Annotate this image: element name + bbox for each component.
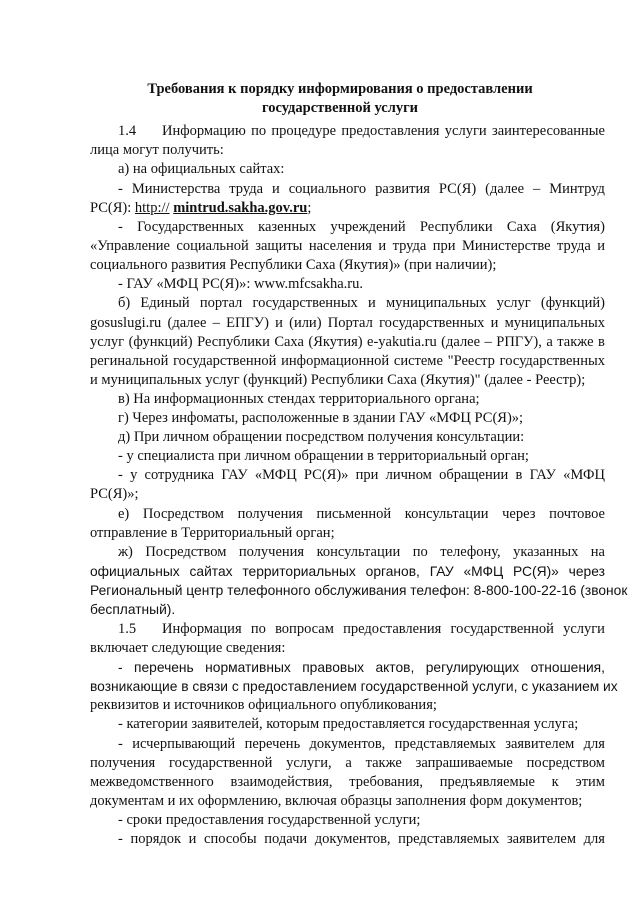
word: через [568, 564, 605, 579]
word: в [598, 334, 605, 350]
word: получения [90, 755, 156, 771]
word: муниципальных [385, 295, 487, 311]
word: по [412, 544, 428, 560]
word: способы [204, 831, 257, 847]
word: (Якутия) [550, 219, 605, 235]
word: официальных [90, 564, 180, 579]
word: указанных [513, 544, 579, 560]
word: подачи [264, 831, 308, 847]
word: казенных [258, 219, 317, 235]
word: «МФЦ [563, 467, 605, 483]
word: через [502, 506, 536, 522]
word: нормативных [205, 660, 291, 675]
document-title-line-1: Требования к порядку информирования о предоставлении [147, 81, 533, 97]
list-item-a: а) на официальных сайтах: [118, 161, 285, 177]
item-zh-line-4: бесплатный). [90, 602, 176, 617]
word: на [590, 544, 605, 560]
word: межведомственного [90, 774, 214, 790]
word: Посредством [142, 506, 224, 522]
word: Министерстве [462, 238, 551, 254]
word: услуги, [286, 755, 332, 771]
word: и [597, 238, 605, 254]
word: Министерства [131, 181, 221, 197]
paragraph-line: лица могут получить: [90, 142, 224, 158]
word: документов, [314, 831, 391, 847]
word: ГАУ [221, 467, 248, 483]
word: - [118, 831, 123, 847]
list-item-procedure-line-1 [118, 830, 605, 849]
item-zh-line-3: Региональный центр телефонного обслуживания телефон: 8-800-100-22-16 (звонок [90, 583, 628, 598]
word: отношения, [530, 660, 605, 675]
gku-line-1 [118, 218, 605, 237]
word: Республики [197, 334, 270, 350]
word: по [250, 621, 266, 637]
word: этим [575, 774, 605, 790]
word: консультации [404, 506, 489, 522]
word: и [271, 181, 280, 197]
word: также [365, 755, 402, 771]
word: исчерпывающий [132, 736, 236, 752]
item-b-line-2 [90, 314, 605, 333]
word: РС(Я)» [513, 564, 559, 579]
word: gosuslugi.ru [90, 315, 162, 331]
word: предоставления [341, 123, 440, 139]
word: сотрудника [144, 467, 215, 483]
paragraph-1-4-first-line [118, 122, 605, 141]
word: - [118, 660, 123, 675]
word: Посредством [145, 544, 227, 560]
word: документов, [309, 736, 386, 752]
list-item-categories: - категории заявителей, которым предоставляется государственная услуга; [118, 716, 579, 732]
word: а [345, 755, 352, 771]
ministry-line-2 [90, 199, 311, 218]
word: - [118, 219, 123, 235]
word: телефону, [440, 544, 501, 560]
word: РС(Я) [438, 181, 477, 197]
word: органов, [365, 564, 420, 579]
item-d-sub-2-line-2: РС(Я)»; [90, 486, 139, 502]
list-item-deadlines: - сроки предоставления государственной услуги; [118, 812, 421, 828]
paragraph-line: включает следующие сведения: [90, 640, 286, 656]
item-zh-line-1 [118, 543, 605, 562]
word: (функций) [540, 295, 605, 311]
list-item-documents-line-2 [90, 754, 605, 773]
list-item-acts-line-3: реквизитов и источников официального опубликования; [90, 697, 437, 713]
word: Саха [274, 334, 304, 350]
list-item-documents-line-3 [90, 773, 605, 792]
gau-line [118, 275, 363, 294]
word: регинальной [90, 353, 169, 369]
gku-line-3: социального развития Республики Саха (Якутия)» (при наличии); [90, 257, 497, 273]
item-d-sub-2-line-1 [118, 466, 605, 485]
word: муниципальных [504, 315, 605, 331]
word: (функций) [128, 334, 193, 350]
word: запрашиваемые [415, 755, 513, 771]
word: услуг [90, 334, 125, 350]
word: услуги [444, 123, 487, 139]
word: ЕПГУ) [226, 315, 269, 331]
document-title-line-2: государственной услуги [261, 100, 419, 116]
word: при [355, 467, 379, 483]
word: почтовое [549, 506, 605, 522]
word: – [484, 334, 492, 350]
word: и [275, 315, 283, 331]
word: личном [385, 467, 432, 483]
word: предоставления [343, 621, 442, 637]
word: - [118, 467, 123, 483]
word: Портал [327, 315, 373, 331]
word: портал [199, 295, 243, 311]
word: РС(Я)» [303, 467, 349, 483]
word: Единый [140, 295, 190, 311]
item-e-line-1 [118, 505, 605, 524]
ministry-line-1 [118, 180, 605, 199]
word: государственных [499, 353, 605, 369]
word: – [212, 315, 220, 331]
word: социального [288, 181, 367, 197]
word: посредством [526, 755, 605, 771]
word: представляемых [398, 831, 500, 847]
word: Республики [419, 219, 493, 235]
word: государственных [252, 295, 358, 311]
word: к [551, 774, 559, 790]
word: труда [392, 238, 427, 254]
word: заявителем [506, 831, 577, 847]
gau-prefix: - ГАУ «МФЦ РС(Я)»: [118, 276, 254, 292]
section-number-1-5: 1.5 [118, 621, 137, 637]
word: - [118, 736, 123, 752]
word: ГАУ [529, 467, 556, 483]
word: требования, [349, 774, 424, 790]
word: и [378, 238, 387, 254]
item-b-line-5: и муниципальных услуг (функций) Республики Саха (Якутия)" (далее - Реестр); [90, 372, 586, 388]
gku-line-2 [90, 237, 605, 256]
gau-url: www.mfcsakha.ru. [254, 276, 363, 292]
justified-words [162, 122, 605, 141]
list-item-documents-line-1 [118, 735, 605, 754]
word: (далее [441, 334, 481, 350]
word: (далее [485, 181, 525, 197]
word: по [251, 123, 267, 139]
item-b-line-1 [118, 294, 605, 313]
word: «МФЦ [254, 467, 297, 483]
word: и [368, 295, 376, 311]
word: правовых [302, 660, 365, 675]
word: РПГУ), [496, 334, 542, 350]
word: Минтруд [549, 181, 605, 197]
word: процедуре [271, 123, 336, 139]
word: перечень [244, 736, 301, 752]
word: защиты [255, 238, 303, 254]
word: услуги [563, 621, 605, 637]
word: взаимодействия, [230, 774, 333, 790]
word: получения [238, 544, 305, 560]
word: в [515, 467, 523, 483]
word: и [490, 315, 499, 331]
word: также [557, 334, 594, 350]
word: государственных [379, 315, 485, 331]
item-v: в) На информационных стендах территориального органа; [118, 391, 480, 407]
word: Саха [506, 219, 537, 235]
word: территориальных [242, 564, 356, 579]
word: e-yakutia.ru [367, 334, 437, 350]
item-d: д) При личном обращении посредством получения консультации: [118, 429, 525, 445]
word: услуг [496, 295, 531, 311]
word: развития [375, 181, 430, 197]
word: (или) [289, 315, 322, 331]
word: предъявляемые [439, 774, 535, 790]
word: заявителем [505, 736, 575, 752]
ministry-suffix: ; [307, 200, 312, 216]
item-b-line-4 [90, 352, 605, 371]
list-item-acts-line-1 [118, 658, 605, 677]
list-item-documents-line-4: документам и их оформлению, включая образцы заполнения форм документов; [90, 793, 583, 809]
justified-words [162, 620, 605, 639]
ministry-link-http[interactable]: http:// [134, 200, 170, 216]
word: Информацию [162, 123, 246, 139]
item-b-line-3 [90, 333, 605, 352]
word: Государственных [137, 219, 244, 235]
item-d-sub-1: - у специалиста при личном обращении в территориальный орган; [118, 448, 529, 464]
ministry-prefix: РС(Я): [90, 200, 135, 216]
word: труда [229, 181, 264, 197]
word: «МФЦ [463, 564, 504, 579]
word: для [583, 736, 605, 752]
word: и [188, 831, 197, 847]
word: информационной [281, 353, 390, 369]
word: системе [393, 353, 443, 369]
word: вопросам [275, 621, 334, 637]
word: заинтересованные [491, 123, 605, 139]
word: труда [557, 238, 591, 254]
section-number-1-4: 1.4 [118, 123, 137, 139]
word: представляемых [394, 736, 496, 752]
word: государственной [450, 621, 554, 637]
word: б) [118, 295, 131, 311]
word: при [432, 238, 456, 254]
word: "Реестр [447, 353, 495, 369]
word: государственной [169, 755, 273, 771]
word: социальной [176, 238, 249, 254]
word: для [583, 831, 605, 847]
word: Информация [162, 621, 242, 637]
word: е) [118, 506, 130, 522]
word: актов, [375, 660, 415, 675]
word: государственной [173, 353, 277, 369]
list-item-acts-line-2: возникающие в связи с предоставлением государственной услуги, с указанием их [90, 679, 618, 694]
word: учреждений [330, 219, 406, 235]
word: - [118, 181, 123, 197]
word: а [546, 334, 553, 350]
word: обращении [439, 467, 509, 483]
item-zh-line-2 [90, 562, 605, 581]
word: – [533, 181, 541, 197]
word: населения [308, 238, 372, 254]
word: порядок [130, 831, 182, 847]
word: сайтах [189, 564, 233, 579]
word: ж) [118, 544, 133, 560]
word: «Управление [90, 238, 170, 254]
word: (Якутия) [308, 334, 363, 350]
word: перечень [134, 660, 194, 675]
item-g: г) Через инфоматы, расположенные в здании ГАУ «МФЦ РС(Я)»; [118, 410, 524, 426]
word: (далее [167, 315, 207, 331]
word: консультации [316, 544, 401, 560]
word: у [130, 467, 138, 483]
item-e-line-2: отправление в Территориальный орган; [90, 525, 335, 541]
word: письменной [316, 506, 392, 522]
word: получения [237, 506, 303, 522]
word: регулирующих [425, 660, 520, 675]
ministry-link-url[interactable]: mintrud.sakha.gov.ru [173, 200, 308, 216]
word: ГАУ [429, 564, 454, 579]
paragraph-1-5-first-line [118, 620, 605, 639]
